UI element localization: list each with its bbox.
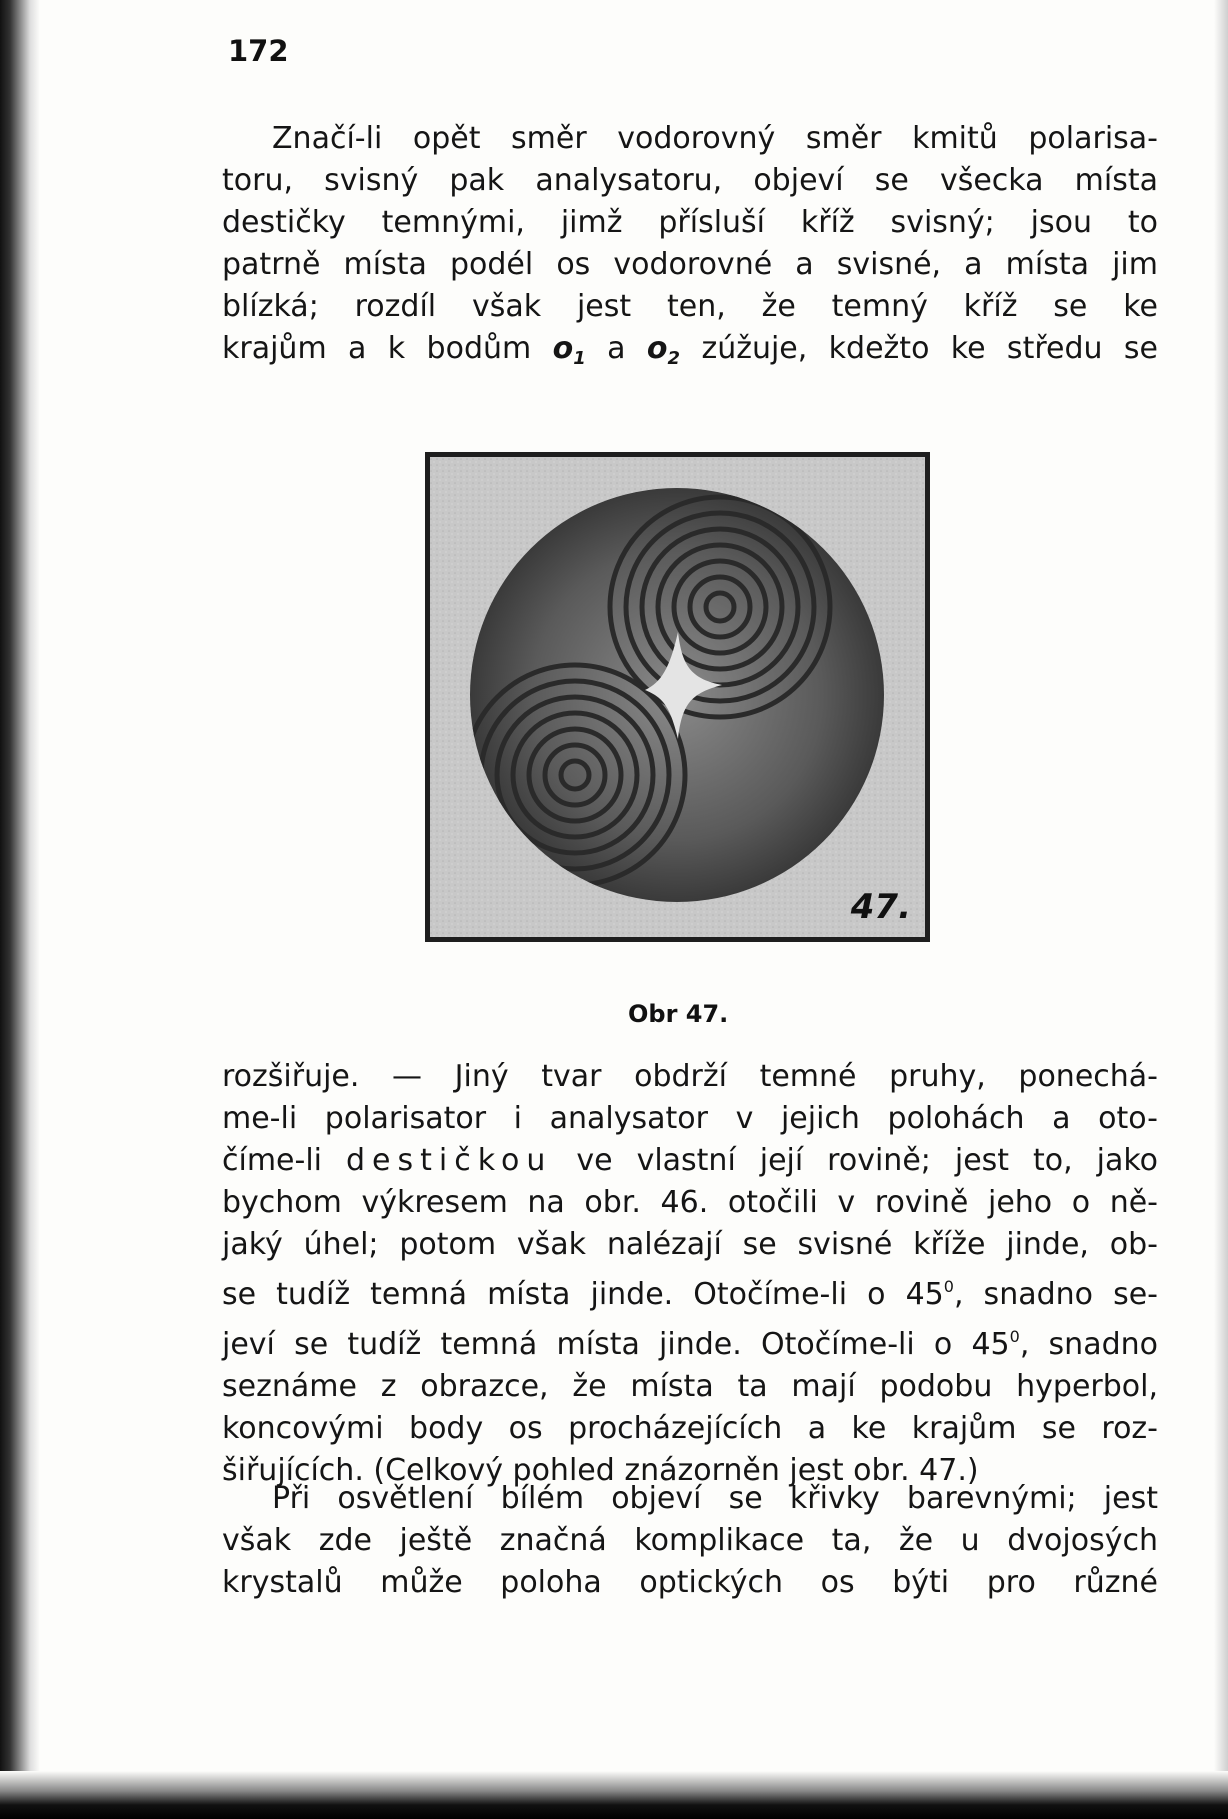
text-line: bychom výkresem na obr. 46. otočili v rovině jeho o ně-	[222, 1185, 1158, 1220]
text-line: toru, svisný pak analysatoru, objeví se všecka místa	[222, 163, 1158, 198]
text-line: šiřujících. (Celkový pohled znázorněn jest obr. 47.)	[222, 1453, 979, 1488]
paragraph-last	[222, 1478, 1158, 1604]
text-line	[222, 1140, 1158, 1182]
text-line: Značí-li opět směr vodorovný směr kmitů polarisa-	[272, 121, 1158, 156]
superscript: 0	[1009, 1327, 1020, 1346]
subscript: 2	[667, 348, 681, 369]
emphasized-word: destičkou	[346, 1143, 553, 1178]
text-fragment: , snadno	[1019, 1327, 1158, 1362]
point-o2	[646, 331, 681, 369]
point-letter: o	[646, 331, 668, 366]
text-fragment: , snadno se-	[953, 1277, 1158, 1312]
point-o1	[552, 331, 586, 369]
figure-number: 47.	[850, 887, 911, 927]
text-fragment: se tudíž temná místa jinde. Otočíme-li o 45	[222, 1277, 944, 1312]
paragraph-top	[222, 118, 1158, 380]
figure-interference-pattern	[425, 452, 930, 942]
figure-caption: Obr 47.	[628, 1000, 729, 1028]
text-line: rozšiřuje. — Jiný tvar obdrží temné pruhy, ponechá-	[222, 1059, 1158, 1094]
superscript: 0	[943, 1277, 954, 1296]
text-fragment: číme-li	[222, 1143, 323, 1178]
text-line	[222, 1266, 1158, 1316]
text-fragment: zúžuje, kdežto ke středu se	[680, 331, 1158, 366]
text-fragment: ve vlastní její rovině; jest to, jako	[576, 1143, 1159, 1178]
text-line: me-li polarisator i analysator v jejich polohách a oto-	[222, 1101, 1158, 1136]
text-fragment: jeví se tudíž temná místa jinde. Otočíme-li o 45	[222, 1327, 1010, 1362]
page-right-edge	[1214, 0, 1228, 1819]
text-line: destičky temnými, jimž přísluší kříž svisný; jsou to	[222, 205, 1158, 240]
text-line	[222, 328, 1158, 380]
page-number: 172	[228, 34, 289, 68]
subscript: 1	[573, 348, 586, 369]
text-line: seznáme z obrazce, že místa ta mají podobu hyperbol,	[222, 1369, 1158, 1404]
text-line: blízká; rozdíl však jest ten, že temný kříž se ke	[222, 289, 1158, 324]
text-fragment: a	[585, 331, 647, 366]
page-binding-shadow	[0, 0, 40, 1819]
paragraph-bottom	[222, 1056, 1158, 1492]
text-line	[222, 1316, 1158, 1366]
text-line: krystalů může poloha optických os býti pro různé	[222, 1565, 1158, 1600]
text-fragment: krajům a k bodům	[222, 331, 532, 366]
text-line: jaký úhel; potom však nalézají se svisné kříže jinde, ob-	[222, 1227, 1158, 1262]
text-line: koncovými body os procházejících a ke krajům se roz-	[222, 1411, 1158, 1446]
text-line: patrně místa podél os vodorovné a svisné, a místa jim	[222, 247, 1158, 282]
text-line: Při osvětlení bílém objeví se křivky barevnými; jest	[272, 1481, 1158, 1516]
point-letter: o	[552, 331, 574, 366]
interference-image	[430, 457, 925, 937]
page-bottom-shadow	[0, 1771, 1228, 1819]
text-line: však zde ještě značná komplikace ta, že u dvojosých	[222, 1523, 1158, 1558]
